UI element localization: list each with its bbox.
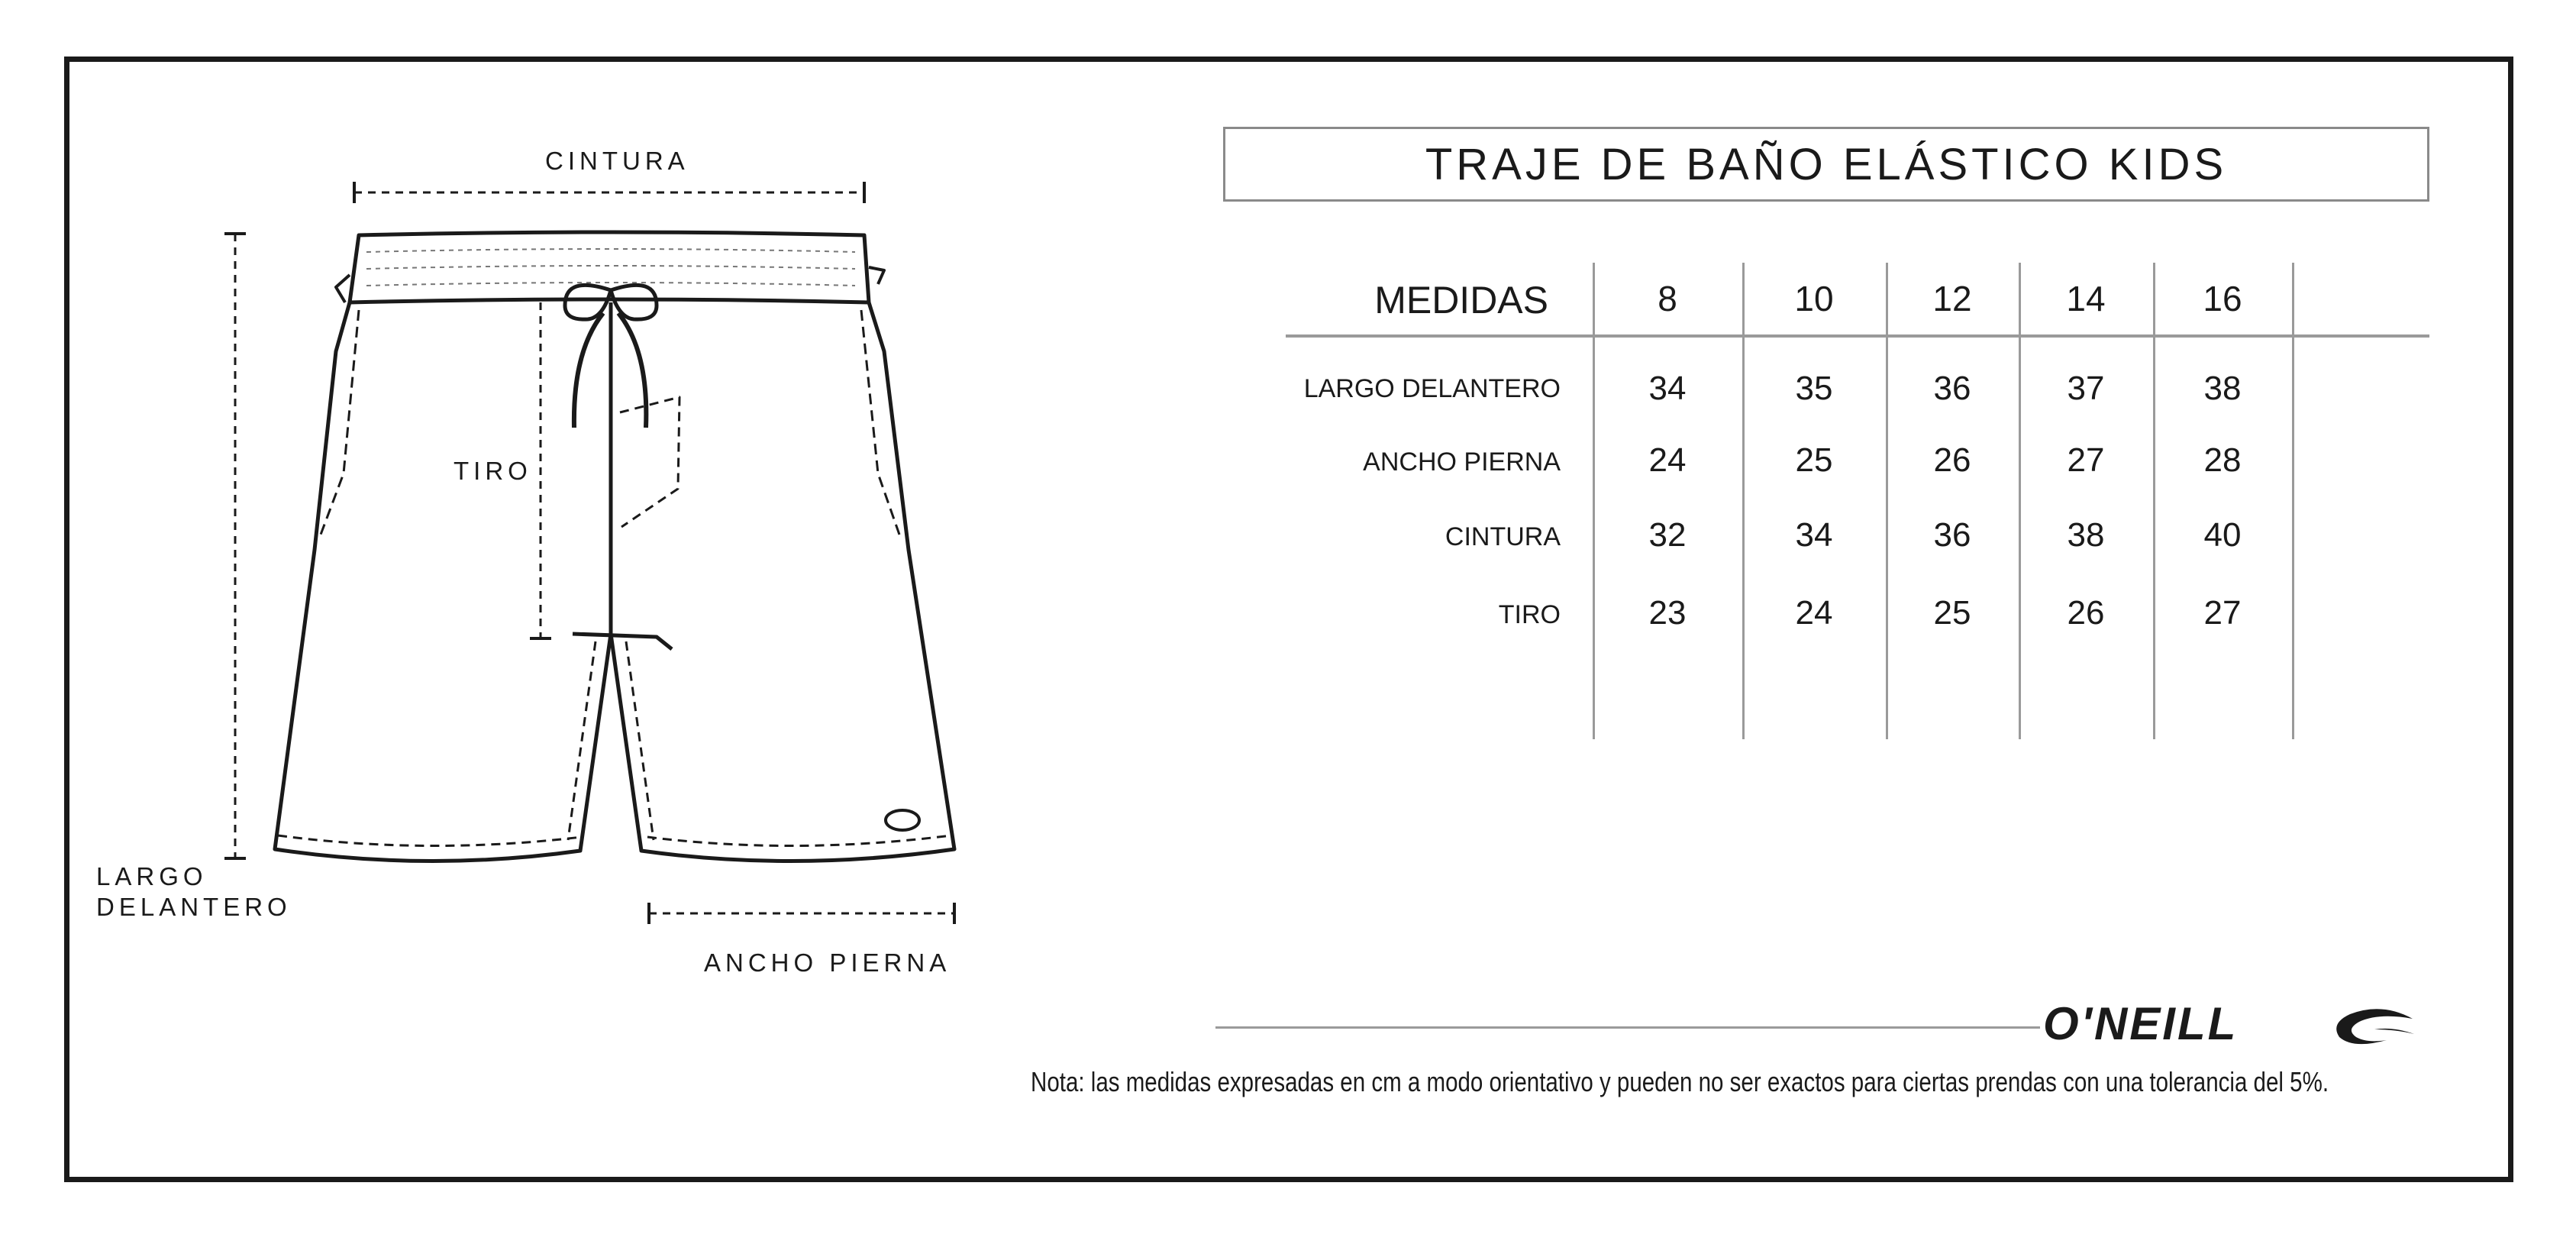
- table-cell: 27: [2067, 441, 2105, 479]
- table-cell: 36: [1933, 516, 1971, 554]
- label-tiro: TIRO: [454, 457, 532, 485]
- size-header: 14: [2066, 279, 2106, 318]
- brand-logo-text: O'NEILL: [2043, 998, 2239, 1049]
- table-cell: 40: [2203, 516, 2242, 554]
- table-cell: 36: [1933, 370, 1971, 407]
- table-cell: 25: [1933, 594, 1971, 632]
- row-label-tiro: TIRO: [1498, 600, 1561, 629]
- table-cell: 38: [2067, 516, 2105, 554]
- brand-wave-icon: [2329, 1007, 2420, 1049]
- table-cell: 25: [1795, 441, 1833, 479]
- table-cell: 24: [1795, 594, 1833, 632]
- label-cintura: CINTURA: [545, 147, 689, 175]
- size-header: 10: [1794, 279, 1834, 318]
- chart-title: TRAJE DE BAÑO ELÁSTICO KIDS: [1223, 127, 2429, 202]
- table-cell: 24: [1648, 441, 1687, 479]
- row-label-cintura: CINTURA: [1445, 522, 1561, 551]
- table-cell: 34: [1648, 370, 1687, 407]
- table-cell: 37: [2067, 370, 2105, 407]
- table-cell: 28: [2203, 441, 2242, 479]
- brand-rule: [1215, 1026, 2040, 1029]
- table-header-medidas: MEDIDAS: [1374, 279, 1548, 322]
- size-header: 12: [1932, 279, 1972, 318]
- table-cell: 38: [2203, 370, 2242, 407]
- table-cell: 32: [1648, 516, 1687, 554]
- size-header: 8: [1658, 279, 1677, 318]
- label-largo-delantero: LARGO DELANTERO: [96, 862, 292, 921]
- table-cell: 34: [1795, 516, 1833, 554]
- row-label-largo-delantero: LARGO DELANTERO: [1303, 374, 1561, 403]
- table-cell: 26: [1933, 441, 1971, 479]
- table-cell: 27: [2203, 594, 2242, 632]
- row-label-ancho-pierna: ANCHO PIERNA: [1363, 448, 1561, 477]
- disclaimer-note: Nota: las medidas expresadas en cm a modo orientativo y pueden no ser exactos para ciertas prendas con una tolerancia del 5%.: [1031, 1066, 2329, 1097]
- size-header: 16: [2203, 279, 2242, 318]
- table-cell: 35: [1795, 370, 1833, 407]
- table-cell: 23: [1648, 594, 1687, 632]
- label-ancho-pierna: ANCHO PIERNA: [704, 948, 951, 977]
- table-cell: 26: [2067, 594, 2105, 632]
